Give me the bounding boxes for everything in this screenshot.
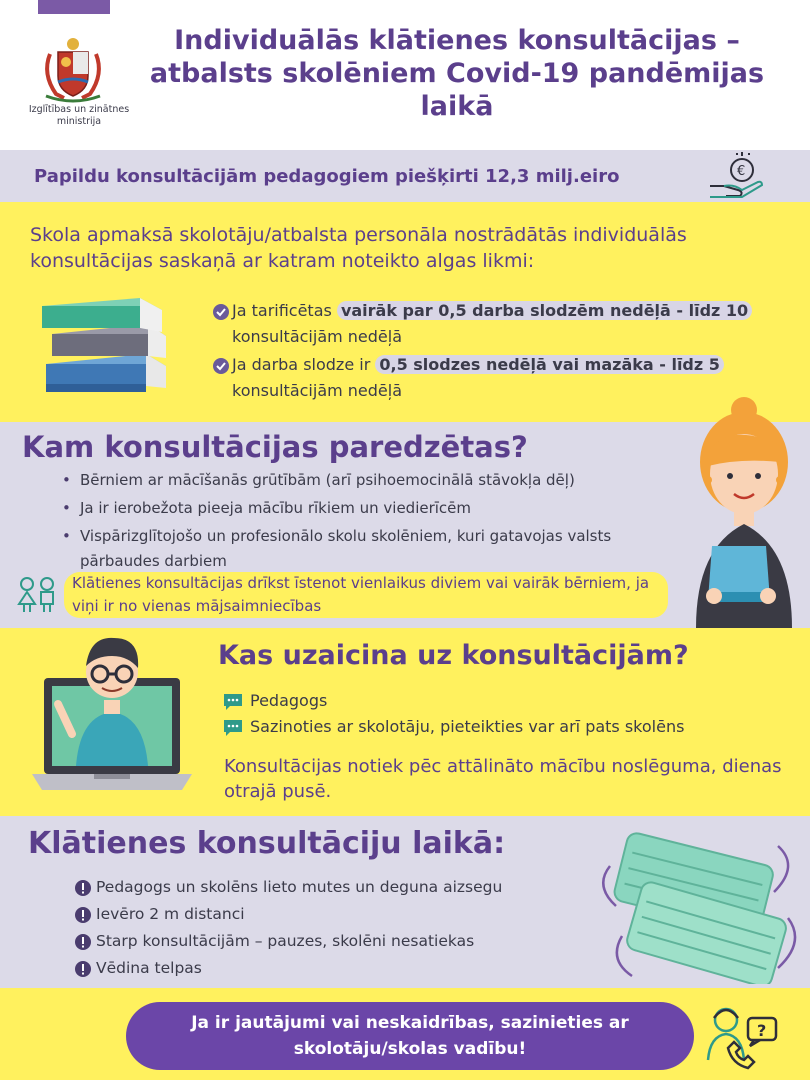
list-item: • Bērniem ar mācīšanās grūtībām (arī psihoemocinālā stāvokļa dēļ) <box>62 468 682 493</box>
funding-text: Papildu konsultācijām pedagogiem piešķirti 12,3 milj.eiro <box>34 166 620 187</box>
chat-icon <box>222 692 244 712</box>
exclamation-circle-icon <box>74 906 92 924</box>
invite-section <box>0 628 810 816</box>
who-section <box>0 422 810 628</box>
list-item: • Ja ir ierobežota pieeja mācību rīkiem un viedierīcēm <box>62 496 682 521</box>
payment-intro: Skola apmaksā skolotāju/atbalsta personāla nostrādātās individuālās konsultācijas saskaņā ar katram noteikto algas likmi: <box>30 224 687 272</box>
invite-note: Konsultācijas notiek pēc attālināto mācību noslēguma, dienas otrajā pusē. <box>224 756 782 802</box>
face-mask-illustration <box>592 826 800 984</box>
payment-item-1-highlight: vairāk par 0,5 darba slodzēm nedēļā - līdz 10 <box>337 301 752 320</box>
invite-heading: Kas uzaicina uz konsultācijām? <box>218 640 689 671</box>
logo-caption: Izglītības un zinātnes ministrija <box>28 104 130 127</box>
student-laptop-illustration <box>32 624 192 806</box>
payment-item-1-pre: Ja tarificētas <box>232 301 337 320</box>
contact-text: Ja ir jautājumi vai neskaidrības, sazinieties ar skolotāju/skolas vadību! <box>191 1013 629 1059</box>
check-circle-icon <box>212 357 230 375</box>
payment-item-2-post: konsultācijām nedēļā <box>232 381 403 400</box>
payment-item-1 <box>212 298 802 350</box>
during-heading: Klātienes konsultāciju laikā: <box>28 826 506 861</box>
list-item: Starp konsultācijām – pauzes, skolēni nesatiekas <box>74 928 604 955</box>
list-item: Vēdina telpas <box>74 955 604 982</box>
ministry-logo <box>28 34 118 104</box>
chat-icon <box>222 718 244 738</box>
who-list <box>62 468 682 574</box>
svg-text:€: € <box>737 164 746 179</box>
invite-item-2: Sazinoties ar skolotāju, pieteikties var arī pats skolēns <box>222 714 792 740</box>
during-section <box>0 816 810 988</box>
footer-section <box>0 988 810 1080</box>
payment-section <box>0 202 810 422</box>
during-list <box>74 874 604 982</box>
exclamation-circle-icon <box>74 960 92 978</box>
list-item: • Vispārizglītojošo un profesionālo skolu skolēniem, kuri gatavojas valsts pārbaudes darbiem <box>62 524 682 574</box>
invite-item-1: Pedagogs <box>222 688 792 714</box>
question-mark: ? <box>757 1021 767 1040</box>
exclamation-circle-icon <box>74 879 92 897</box>
payment-item-2-pre: Ja darba slodze ir <box>232 355 376 374</box>
list-item: Pedagogs un skolēns lieto mutes un deguna aizsegu <box>74 874 604 901</box>
teacher-illustration <box>684 396 804 628</box>
check-circle-icon <box>212 303 230 321</box>
who-heading: Kam konsultācijas paredzētas? <box>22 430 528 464</box>
header-accent-bar <box>38 0 110 14</box>
payment-item-1-post: konsultācijām nedēļā <box>232 327 403 346</box>
list-item: Ievēro 2 m distanci <box>74 901 604 928</box>
who-note: Klātienes konsultācijas drīkst īstenot vienlaikus diviem vai vairāk bērniem, ja viņi ir no vienas mājsaimniecības <box>72 574 650 615</box>
funding-section <box>0 150 810 202</box>
payment-item-2-highlight: 0,5 slodzes nedēļā vai mazāka - līdz 5 <box>375 355 724 374</box>
support-person-icon <box>704 998 782 1074</box>
page-title: Individuālās klātienes konsultācijas – atbalsts skolēniem Covid-19 pandēmijas laikā <box>149 25 765 122</box>
children-icon <box>14 574 60 614</box>
books-illustration <box>36 294 172 406</box>
exclamation-circle-icon <box>74 933 92 951</box>
euro-hand-icon <box>706 152 768 200</box>
header <box>0 0 810 150</box>
